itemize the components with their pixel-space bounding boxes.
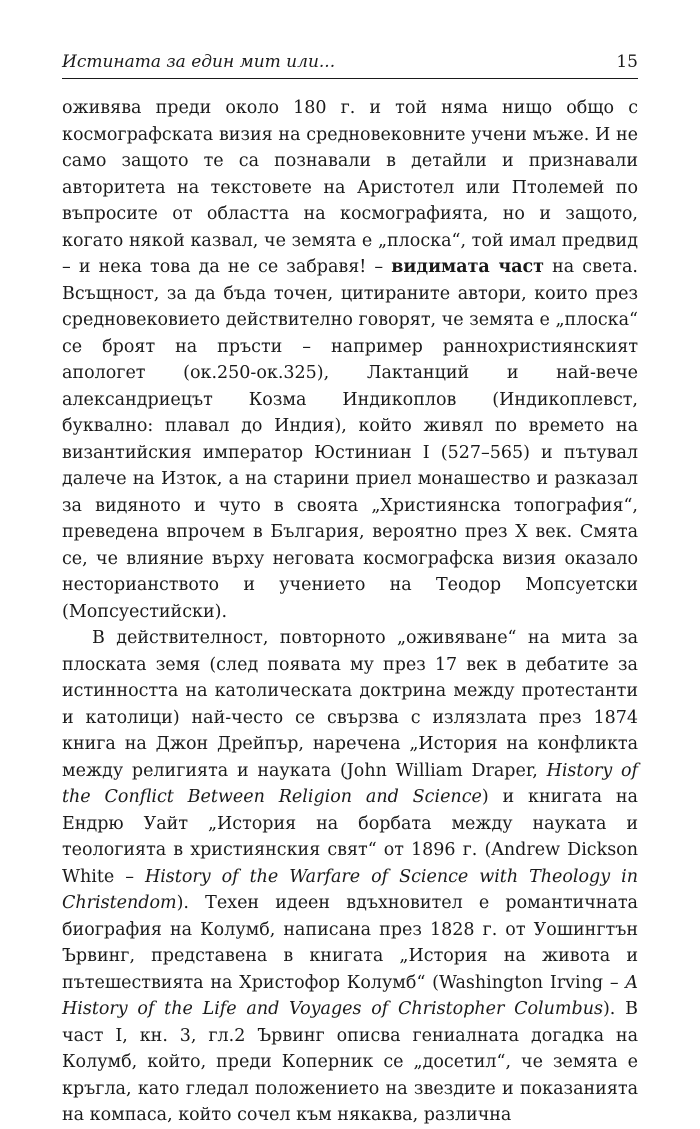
italic-title: A History of the Life and Voyages of Christopher Columbus xyxy=(62,972,638,1019)
text-run: ). В част I, кн. 3, гл.2 Ървинг описва гениалната догадка на Колумб, който, преди Коперник се „досетил“, че земята е кръгла, като гледал положението на звездите и показанията на компаса, който сочел към някаква, различна xyxy=(62,999,638,1125)
page-number: 15 xyxy=(616,52,638,72)
running-title: Истината за един мит или... xyxy=(62,52,336,72)
paragraph xyxy=(62,95,638,625)
running-header xyxy=(62,44,638,79)
text-run: ). Техен идеен вдъхновител е романтичната биография на Колумб, написана през 1828 г. от Уошингтън Ървинг, представена в книгата „История на живота и пътешествията на Христофор Колумб“ (Washington Irving – xyxy=(62,893,638,993)
text-run: ) и книгата на Ендрю Уайт „История на борбата между науката и теологията в християнския свят“ от 1896 г. (Andrew Dickson White – xyxy=(62,787,638,887)
bold-text: видимата част xyxy=(391,257,545,277)
italic-title: History of the Warfare of Science with Theology in Christendom xyxy=(62,866,638,913)
text-run: В действителност, повторното „оживяване“ на мита за плоската земя (след появата му през 17 век в дебатите за истинността на католическата доктрина между протестанти и католици) най-често се свързва с излязлата през 1874 книга на Джон Дрейпър, наречена „История на конфликта между религията и науката (John William Draper, xyxy=(62,628,638,781)
paragraph xyxy=(62,625,638,1129)
text-run: на света. Всъщност, за да бъда точен, цитираните автори, които през средновековието действително говорят, че земята е „плоска“ се броят на пръсти – например раннохристиянският апологет (ок.250-ок.325), Лактанций и най-вече александриецът Козма Индикоплов (Индикоплевст, буквално: плавал до Индия), който живял по времето на византийския император Юстиниан I (527–565) и пътувал далече на Изток, а на старини приел монашество и разказал за видяното и чуто в своята „Християнска топография“, преведена впрочем в България, вероятно през X век. Смята се, че влияние върху неговата космографска визия оказало несторианството и учението на Теодор Мопсуетски (Мопсуестийски). xyxy=(62,257,638,622)
text-run: оживява преди около 180 г. и той няма нищо общо с космографската визия на средновековните учени мъже. И не само защото те са познавали в детайли и признавали авторитета на текстовете на Аристотел или Птолемей по въпросите от областта на космографията, но и защото, когато някой казвал, че земята е „плоска“, той имал предвид – и нека това да не се забравя! – xyxy=(62,98,638,277)
page-body xyxy=(62,95,638,1129)
italic-title: History of the Conflict Between Religion and Science xyxy=(62,760,638,807)
